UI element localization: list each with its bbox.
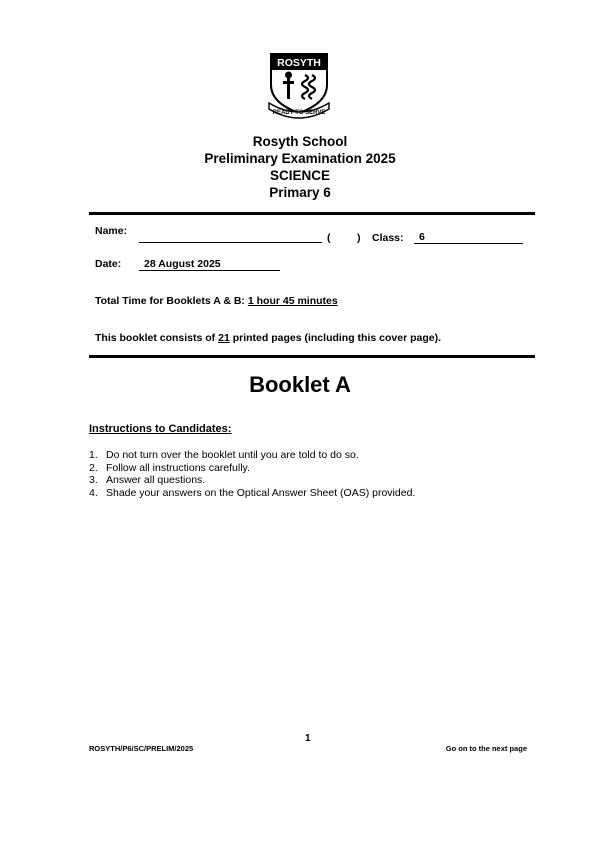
svg-text:ROSYTH: ROSYTH bbox=[277, 57, 321, 69]
pages-count: 21 bbox=[218, 332, 230, 344]
page-count-note bbox=[95, 332, 441, 344]
total-time-label: Total Time for Booklets A & B: bbox=[95, 295, 245, 307]
class-field[interactable] bbox=[414, 243, 523, 244]
instructions-heading: Instructions to Candidates: bbox=[89, 423, 232, 435]
date-label: Date: bbox=[95, 258, 122, 270]
pages-suffix: printed pages (including this cover page). bbox=[232, 332, 441, 344]
svg-text:READY TO SERVE: READY TO SERVE bbox=[272, 110, 326, 116]
instruction-item bbox=[89, 487, 415, 500]
paren-close: ) bbox=[357, 232, 361, 244]
top-divider bbox=[89, 212, 535, 215]
next-page-note: Go on to the next page bbox=[445, 744, 527, 753]
class-label: Class: bbox=[372, 232, 404, 244]
page-number: 1 bbox=[305, 733, 311, 744]
instruction-text: Do not turn over the booklet until you are told to do so. bbox=[106, 449, 359, 461]
subject-title: SCIENCE bbox=[269, 168, 330, 183]
instruction-item bbox=[89, 474, 415, 487]
paper-code: ROSYTH/P6/SC/PRELIM/2025 bbox=[89, 744, 194, 753]
paren-open: ( bbox=[327, 232, 331, 244]
instructions-list bbox=[89, 449, 415, 499]
name-label: Name: bbox=[95, 225, 128, 237]
name-field[interactable] bbox=[139, 242, 322, 243]
total-time-value: 1 hour 45 minutes bbox=[247, 295, 338, 307]
booklet-title: Booklet A bbox=[249, 372, 351, 397]
instruction-number: 2. bbox=[89, 461, 98, 474]
exam-title: Preliminary Examination 2025 bbox=[204, 151, 396, 166]
level-title: Primary 6 bbox=[269, 185, 331, 200]
date-field[interactable] bbox=[139, 270, 280, 271]
instruction-text: Answer all questions. bbox=[106, 474, 206, 486]
bottom-divider bbox=[89, 355, 535, 358]
instruction-number: 4. bbox=[89, 486, 98, 499]
instruction-text: Shade your answers on the Optical Answer Sheet (OAS) provided. bbox=[106, 486, 416, 499]
instruction-item bbox=[89, 462, 415, 475]
school-name: Rosyth School bbox=[252, 134, 348, 149]
pages-prefix: This booklet consists of bbox=[95, 332, 216, 344]
school-crest-logo bbox=[265, 51, 333, 121]
instruction-text: Follow all instructions carefully. bbox=[106, 461, 250, 474]
instruction-item bbox=[89, 449, 415, 462]
instruction-number: 1. bbox=[89, 449, 98, 461]
total-time bbox=[95, 295, 338, 307]
instruction-number: 3. bbox=[89, 474, 98, 486]
class-value: 6 bbox=[419, 231, 425, 243]
date-value: 28 August 2025 bbox=[144, 258, 221, 270]
